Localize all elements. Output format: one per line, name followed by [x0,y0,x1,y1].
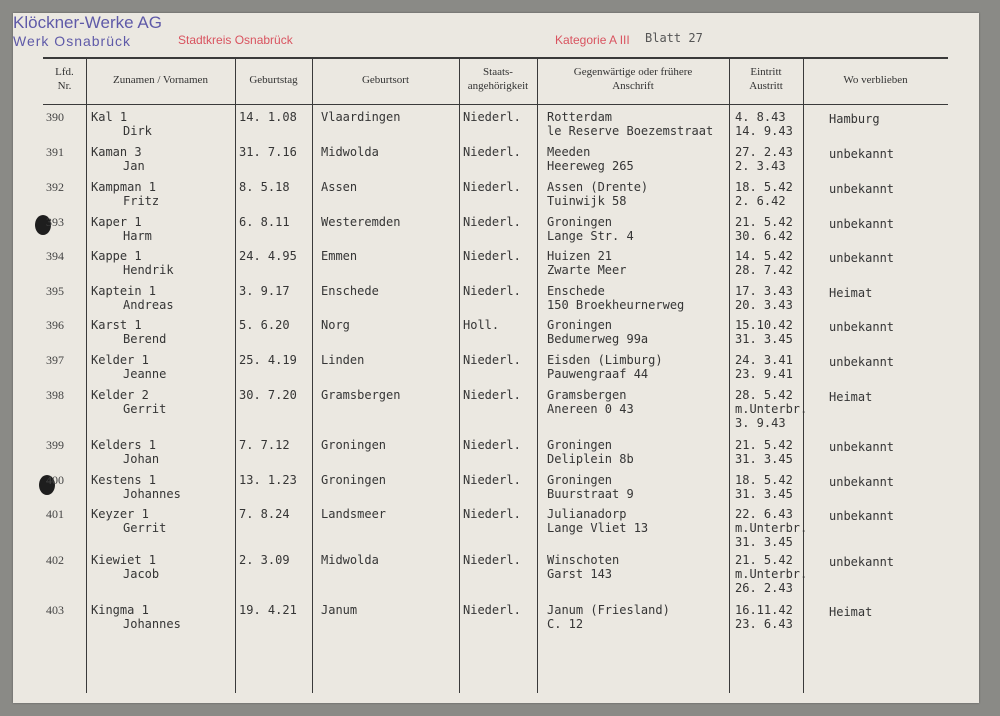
address-line2: 150 Broekheurnerweg [547,298,685,312]
row-number: 400 [46,473,64,487]
address-line1: Julianadorp [547,507,627,521]
birth-date: 8. 5.18 [239,180,290,194]
exit-date: 2. 3.43 [735,159,786,173]
address-line2: Garst 143 [547,567,613,581]
kategorie-label: Kategorie A III [555,33,630,47]
row-number: 403 [46,603,64,617]
birth-place: Emmen [321,249,358,263]
nationality: Niederl. [463,284,521,298]
nationality: Niederl. [463,180,521,194]
exit-date: 31. 3.45 [735,332,793,346]
col-header-lfd-line2: Nr. [57,80,72,92]
entry-date: 18. 5.42 [735,473,793,487]
row-number: 391 [46,145,64,159]
row-number: 398 [46,388,64,402]
exit-date: 30. 6.42 [735,229,793,243]
first-name: Berend [123,332,167,346]
address-line1: Eisden (Limburg) [547,353,663,367]
exit-date: m.Unterbr. [735,402,808,416]
first-name: Jacob [123,567,160,581]
nationality: Niederl. [463,249,521,263]
address-line2: le Reserve Boezemstraat [547,124,714,138]
address-line2: Anereen 0 43 [547,402,634,416]
surname: Kaper 1 [91,215,142,229]
exit-date: 2. 6.42 [735,194,786,208]
row-number: 402 [46,553,64,567]
surname: Karst 1 [91,318,142,332]
birth-date: 7. 8.24 [239,507,290,521]
nationality: Holl. [463,318,500,332]
nationality: Niederl. [463,145,521,159]
stadtkreis-label: Stadtkreis Osnabrück [178,33,293,47]
address-line2: Bedumerweg 99a [547,332,649,346]
birth-place: Linden [321,353,365,367]
nationality: Niederl. [463,507,521,521]
col-divider [803,57,804,693]
birth-place: Gramsbergen [321,388,401,402]
exit-date: 28. 7.42 [735,263,793,277]
whereabouts: unbekannt [829,320,895,334]
row-number: 395 [46,284,64,298]
col-header-staats [459,65,537,93]
nationality: Niederl. [463,215,521,229]
col-divider [235,57,236,693]
address-line1: Huizen 21 [547,249,613,263]
address-line2: Lange Vliet 13 [547,521,649,535]
birth-place: Groningen [321,438,387,452]
row-number: 394 [46,249,64,263]
nationality: Niederl. [463,603,521,617]
whereabouts: unbekannt [829,182,895,196]
col-header-anschrift-line2: Anschrift [612,80,654,92]
first-name: Andreas [123,298,174,312]
exit-date-extra: 26. 2.43 [735,581,793,595]
birth-place: Assen [321,180,358,194]
surname: Kingma 1 [91,603,149,617]
address-line1: Assen (Drente) [547,180,649,194]
birth-date: 7. 7.12 [239,438,290,452]
surname: Kelders 1 [91,438,157,452]
row-number: 397 [46,353,64,367]
whereabouts: unbekannt [829,509,895,523]
birth-date: 30. 7.20 [239,388,297,402]
birth-date: 25. 4.19 [239,353,297,367]
entry-date: 14. 5.42 [735,249,793,263]
birth-place: Vlaardingen [321,110,401,124]
entry-date: 24. 3.41 [735,353,793,367]
first-name: Gerrit [123,521,167,535]
first-name: Johannes [123,487,181,501]
address-line2: Lange Str. 4 [547,229,634,243]
record-card [13,13,979,703]
col-divider [729,57,730,693]
entry-date: 21. 5.42 [735,553,793,567]
entry-date: 28. 5.42 [735,388,793,402]
surname: Kal 1 [91,110,128,124]
col-divider [86,57,87,693]
exit-date: 23. 6.43 [735,617,793,631]
address-line2: Tuinwijk 58 [547,194,627,208]
whereabouts: Heimat [829,605,873,619]
whereabouts: Heimat [829,390,873,404]
col-divider [459,57,460,693]
exit-date: 20. 3.43 [735,298,793,312]
entry-date: 27. 2.43 [735,145,793,159]
whereabouts: unbekannt [829,355,895,369]
birth-date: 5. 6.20 [239,318,290,332]
entry-date: 15.10.42 [735,318,793,332]
surname: Kestens 1 [91,473,157,487]
entry-date: 21. 5.42 [735,215,793,229]
exit-date: 31. 3.45 [735,487,793,501]
col-header-verblieben: Wo verblieben [843,74,908,86]
birth-place: Landsmeer [321,507,387,521]
surname: Kappe 1 [91,249,142,263]
address-line1: Groningen [547,438,613,452]
birth-date: 3. 9.17 [239,284,290,298]
col-header-geburtstag: Geburtstag [249,74,298,86]
address-line1: Enschede [547,284,605,298]
whereabouts: unbekannt [829,217,895,231]
first-name: Jan [123,159,145,173]
entry-date: 4. 8.43 [735,110,786,124]
nationality: Niederl. [463,388,521,402]
first-name: Gerrit [123,402,167,416]
surname: Kelder 2 [91,388,149,402]
exit-date: m.Unterbr. [735,567,808,581]
col-header-austritt: Austritt [749,80,783,92]
address-line1: Gramsbergen [547,388,627,402]
address-line1: Groningen [547,473,613,487]
birth-date: 14. 1.08 [239,110,297,124]
surname: Keyzer 1 [91,507,149,521]
first-name: Hendrik [123,263,174,277]
col-divider [312,57,313,693]
exit-date-extra: 3. 9.43 [735,416,786,430]
surname: Kampman 1 [91,180,157,194]
address-line2: Pauwengraaf 44 [547,367,649,381]
entry-date: 22. 6.43 [735,507,793,521]
top-rule [43,57,948,59]
col-header-lfd-line1: Lfd. [55,66,74,78]
col-header-dates [729,65,803,93]
exit-date: 23. 9.41 [735,367,793,381]
entry-date: 17. 3.43 [735,284,793,298]
plant-stamp: Werk Osnabrück [13,33,131,49]
row-number: 399 [46,438,64,452]
col-header-eintritt: Eintritt [750,66,782,78]
whereabouts: unbekannt [829,475,895,489]
birth-place: Norg [321,318,350,332]
address-line1: Meeden [547,145,591,159]
whereabouts: unbekannt [829,251,895,265]
col-header-lfd [43,65,86,93]
first-name: Johannes [123,617,181,631]
address-line1: Winschoten [547,553,620,567]
col-header-staats-line2: angehörigkeit [467,80,529,92]
birth-date: 2. 3.09 [239,553,290,567]
row-number: 401 [46,507,64,521]
nationality: Niederl. [463,473,521,487]
nationality: Niederl. [463,553,521,567]
exit-date: 14. 9.43 [735,124,793,138]
row-number: 390 [46,110,64,124]
birth-date: 13. 1.23 [239,473,297,487]
address-line1: Rotterdam [547,110,613,124]
row-number: 393 [46,215,64,229]
birth-place: Midwolda [321,553,379,567]
surname: Kiewiet 1 [91,553,157,567]
whereabouts: unbekannt [829,555,895,569]
address-line2: Deliplein 8b [547,452,634,466]
surname: Kelder 1 [91,353,149,367]
first-name: Johan [123,452,160,466]
address-line2: C. 12 [547,617,584,631]
birth-place: Janum [321,603,358,617]
col-header-anschrift-line1: Gegenwärtige oder frühere [573,66,693,78]
birth-date: 19. 4.21 [239,603,297,617]
birth-date: 24. 4.95 [239,249,297,263]
birth-date: 6. 8.11 [239,215,290,229]
col-divider [537,57,538,693]
whereabouts: Hamburg [829,112,880,126]
col-header-geburtsort: Geburtsort [361,74,410,86]
blatt-label: Blatt 27 [645,31,703,45]
address-line2: Buurstraat 9 [547,487,634,501]
exit-date-extra: 31. 3.45 [735,535,793,549]
first-name: Harm [123,229,152,243]
first-name: Dirk [123,124,152,138]
address-line2: Heereweg 265 [547,159,634,173]
nationality: Niederl. [463,353,521,367]
header-rule [43,104,948,105]
surname: Kaptein 1 [91,284,157,298]
address-line1: Janum (Friesland) [547,603,670,617]
whereabouts: unbekannt [829,147,895,161]
company-stamp: Klöckner-Werke AG [13,13,162,32]
col-header-staats-line1: Staats- [483,66,513,78]
whereabouts: Heimat [829,286,873,300]
col-header-name: Zunamen / Vornamen [113,74,208,86]
exit-date: 31. 3.45 [735,452,793,466]
entry-date: 21. 5.42 [735,438,793,452]
birth-place: Enschede [321,284,379,298]
nationality: Niederl. [463,110,521,124]
address-line1: Groningen [547,318,613,332]
birth-place: Westeremden [321,215,401,229]
first-name: Fritz [123,194,160,208]
entry-date: 16.11.42 [735,603,793,617]
entry-date: 18. 5.42 [735,180,793,194]
whereabouts: unbekannt [829,440,895,454]
birth-place: Midwolda [321,145,379,159]
surname: Kaman 3 [91,145,142,159]
first-name: Jeanne [123,367,167,381]
exit-date: m.Unterbr. [735,521,808,535]
address-line2: Zwarte Meer [547,263,627,277]
address-line1: Groningen [547,215,613,229]
col-header-anschrift [537,65,729,93]
row-number: 396 [46,318,64,332]
nationality: Niederl. [463,438,521,452]
birth-place: Groningen [321,473,387,487]
birth-date: 31. 7.16 [239,145,297,159]
row-number: 392 [46,180,64,194]
